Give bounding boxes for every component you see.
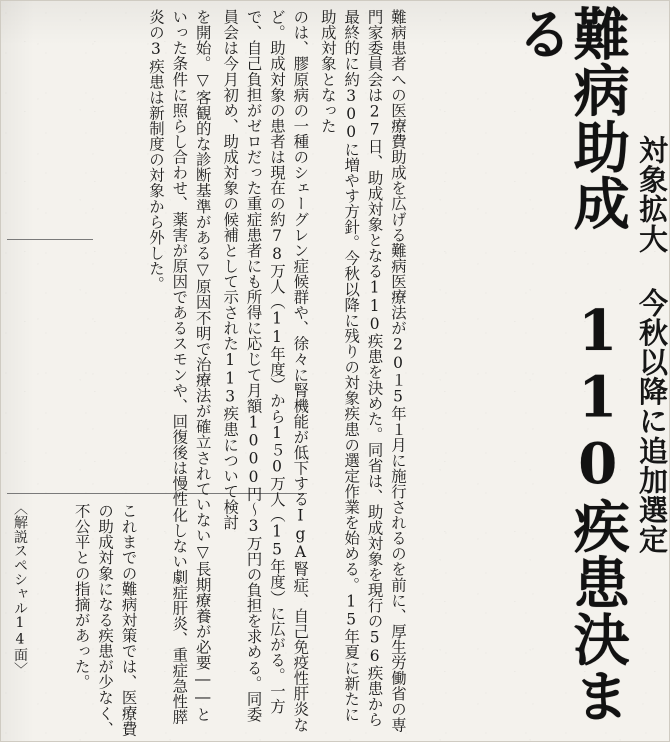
headline-main: 難病助成 110疾患決まる [507, 5, 631, 724]
body-column-1: 難病患者への医療費助成を広げる難病医療法が20１5年１月に施行されるのを前に、厚生労働省の専門家委員会は27日、助成対象となる110疾患を決めた。同省は、助成対象を現行の56疾患から最終的に約300に増やす方針。今秋以降に残りの対象疾患の選定作業を始める。15年夏に新たに助成対象となった [318, 9, 407, 733]
headline-block [509, 5, 667, 739]
body-column-4: これまでの難病対策では、医療費の助成対象になる疾患が少なく、不公平との指摘があった。 [72, 503, 138, 737]
body-columns [7, 9, 411, 735]
headline-sub: 対象拡大 今秋以降に追加選定 [635, 135, 669, 555]
related-article-note: 〈解説スペシャル14面〉 [12, 501, 28, 677]
body-column-2: のは、膠原病の一種のシェーグレン症候群や、徐々に腎機能が低下するIgA腎症、自己免疫性肝炎など。助成対象の患者は現在の約78万人（11年度）から1５0万人（15年度）に広がる。一方で、自己負担がゼロだった重症患者にも所得に応じて月額1000円～3万円の負担を求める。同委員会は今月初め、助成対象の候補として示された113疾患について検討 [221, 9, 310, 733]
body-column-3: を開始。▽客観的な診断基準がある▽原因不明で治療法が確立されていない▽長期療養が必要――といった条件に照らし合わせ、薬害が原因であるスモンや、回復後は慢性化しない劇症肝炎、重症急性膵炎の3疾患は新制度の対象から外した。 [146, 9, 212, 725]
